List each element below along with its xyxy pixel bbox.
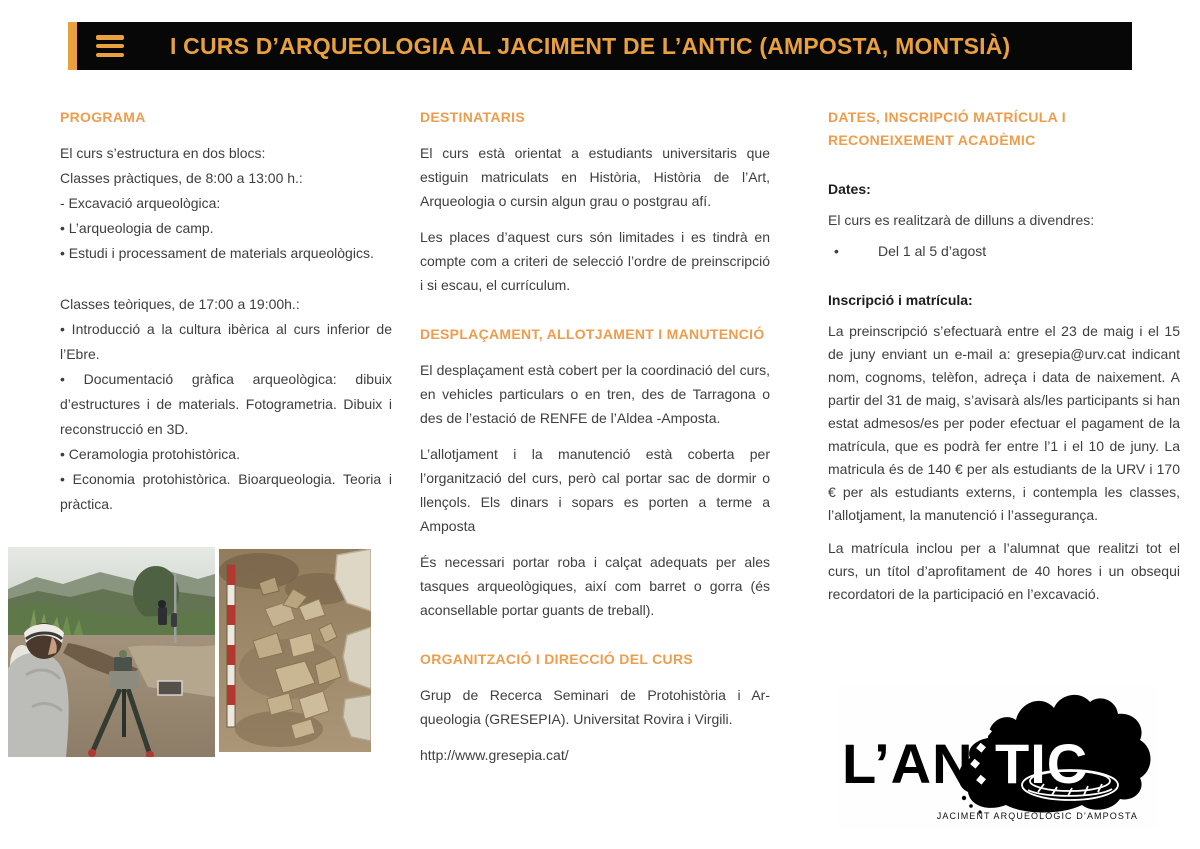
section-heading-destinataris: DESTINATARIS bbox=[420, 109, 525, 125]
wordmark-white: TIC bbox=[995, 732, 1089, 795]
excavation-survey-photo bbox=[8, 547, 215, 757]
logo-tagline: JACIMENT ARQUEOLÒGIC D’AMPOSTA bbox=[936, 811, 1138, 821]
section-heading-desplacament: DESPLAÇAMENT, ALLOTJAMENT I MANUTENCIÓ bbox=[420, 326, 765, 342]
bullet-icon: • bbox=[834, 243, 839, 259]
ranging-pole-icon bbox=[227, 565, 235, 727]
section-heading-dates: DATES, INSCRIPCIÓ MATRÍCULA I RECONEIXEMENT ACADÈMIC bbox=[828, 109, 1066, 148]
header-bar bbox=[77, 22, 1132, 70]
programa-bullet: • Ceramologia protohistòrica. bbox=[60, 446, 240, 462]
dates-paragraph: El curs es realitzarà de dilluns a divendres: bbox=[828, 212, 1095, 228]
programa-bullet: • L’arqueologia de camp. bbox=[60, 220, 214, 236]
desplacament-paragraph: És necessari portar roba i calçat adequats per ales tasques arqueològiques, així com barret o gorra (és aconsellable portar guants de treball). bbox=[420, 554, 770, 618]
desplacament-paragraph: L’allotjament i la manutenció està coberta per l’organització del curs, però cal portar sac de dormir o llençols. Els dinars i sopars es porten a terme a Amposta bbox=[420, 446, 770, 534]
wordmark-black: L’AN bbox=[842, 732, 974, 795]
inscripcio-paragraph: La preinscripció s’efectuarà entre el 23 de maig i el 15 de juny enviant un e-mail a: gresepia@urv.cat indicant nom, cognoms, telèfon, adreça i data de naixement. A partir del 31 de maig, s’avisarà als/les participants si han estat admesos/es per poder efectuar el pagament de la matrícula, que es podrà fer entre l’1 i el 10 de juny. La matricula és de 140 € per als estudiants de la URV i 170 € per als estudiants externs, i contempla les classes, l’allotjament, la manutenció i l’assegurança. bbox=[828, 323, 1180, 523]
column-destinataris bbox=[420, 100, 770, 779]
programa-line: - Excavació arqueològica: bbox=[60, 195, 221, 211]
programa-bullet: • Economia protohistòrica. Bioarqueologia. Teoria i pràctica. bbox=[60, 471, 392, 512]
photo-strip bbox=[8, 547, 371, 757]
gresepia-url-link[interactable]: http://www.gresepia.cat/ bbox=[420, 747, 569, 763]
dates-bullet-text: Del 1 al 5 d’agost bbox=[878, 243, 987, 259]
destinataris-paragraph: El curs està orientat a estudiants universitaris que estiguin matriculats en Història, Història de l’Art, Arqueologia o cursin algun grau o postgrau afí. bbox=[420, 145, 770, 209]
programa-line: Classes teòriques, de 17:00 a 19:00h.: bbox=[60, 296, 300, 312]
lantic-logo bbox=[838, 686, 1158, 828]
accent-stripe bbox=[68, 22, 77, 70]
programa-line: El curs s’estructura en dos blocs: bbox=[60, 145, 266, 161]
dates-subheading: Dates: bbox=[828, 181, 871, 197]
column-programa bbox=[60, 100, 392, 517]
destinataris-paragraph: Les places d’aquest curs són limitades i es tindrà en compte com a criteri de selecció l’ordre de preinscripció i si escau, el currículum. bbox=[420, 229, 770, 293]
section-heading-programa: PROGRAMA bbox=[60, 109, 146, 125]
hamburger-icon[interactable] bbox=[96, 35, 124, 57]
programa-bullet: • Estudi i processament de materials arqueològics. bbox=[60, 245, 374, 261]
lantic-logo-graphic bbox=[838, 686, 1158, 828]
organitzacio-paragraph: Grup de Recerca Seminari de Protohistòria i Arqueologia (GRESEPIA). Universitat Rovira i Virgili. bbox=[420, 687, 770, 727]
inscripcio-paragraph: La matrícula inclou per a l’alumnat que realitzi tot el curs, un títol d’aprofitament de 40 hores i un obsequi recordatori de la participació en l’excavació. bbox=[828, 540, 1180, 602]
desplacament-paragraph: El desplaçament està cobert per la coordinació del curs, en vehicles particulars o en tren, des de Tarragona o des de l’estació de RENFE de l’Aldea -Amposta. bbox=[420, 362, 770, 426]
page-title: I CURS D’ARQUEOLOGIA AL JACIMENT DE L’ANTIC (AMPOSTA, MONTSIÀ) bbox=[170, 32, 1011, 59]
programa-bullet: • Documentació gràfica arqueològica: dibuix d’estructures i de materials. Fotogrametria. Dibuix i reconstrucció en 3D. bbox=[60, 371, 392, 437]
pottery-in-situ-photo bbox=[219, 549, 371, 752]
column-dates-inscripcio bbox=[828, 100, 1180, 616]
programa-line: Classes pràctiques, de 8:00 a 13:00 h.: bbox=[60, 170, 303, 186]
section-heading-organitzacio: ORGANITZACIÓ I DIRECCIÓ DEL CURS bbox=[420, 651, 694, 667]
dates-bullet-item bbox=[828, 240, 1180, 263]
title-bar bbox=[68, 22, 1132, 70]
programa-bullet: • Introducció a la cultura ibèrica al curs inferior de l’Ebre. bbox=[60, 321, 392, 362]
inscripcio-subheading: Inscripció i matrícula: bbox=[828, 292, 973, 308]
